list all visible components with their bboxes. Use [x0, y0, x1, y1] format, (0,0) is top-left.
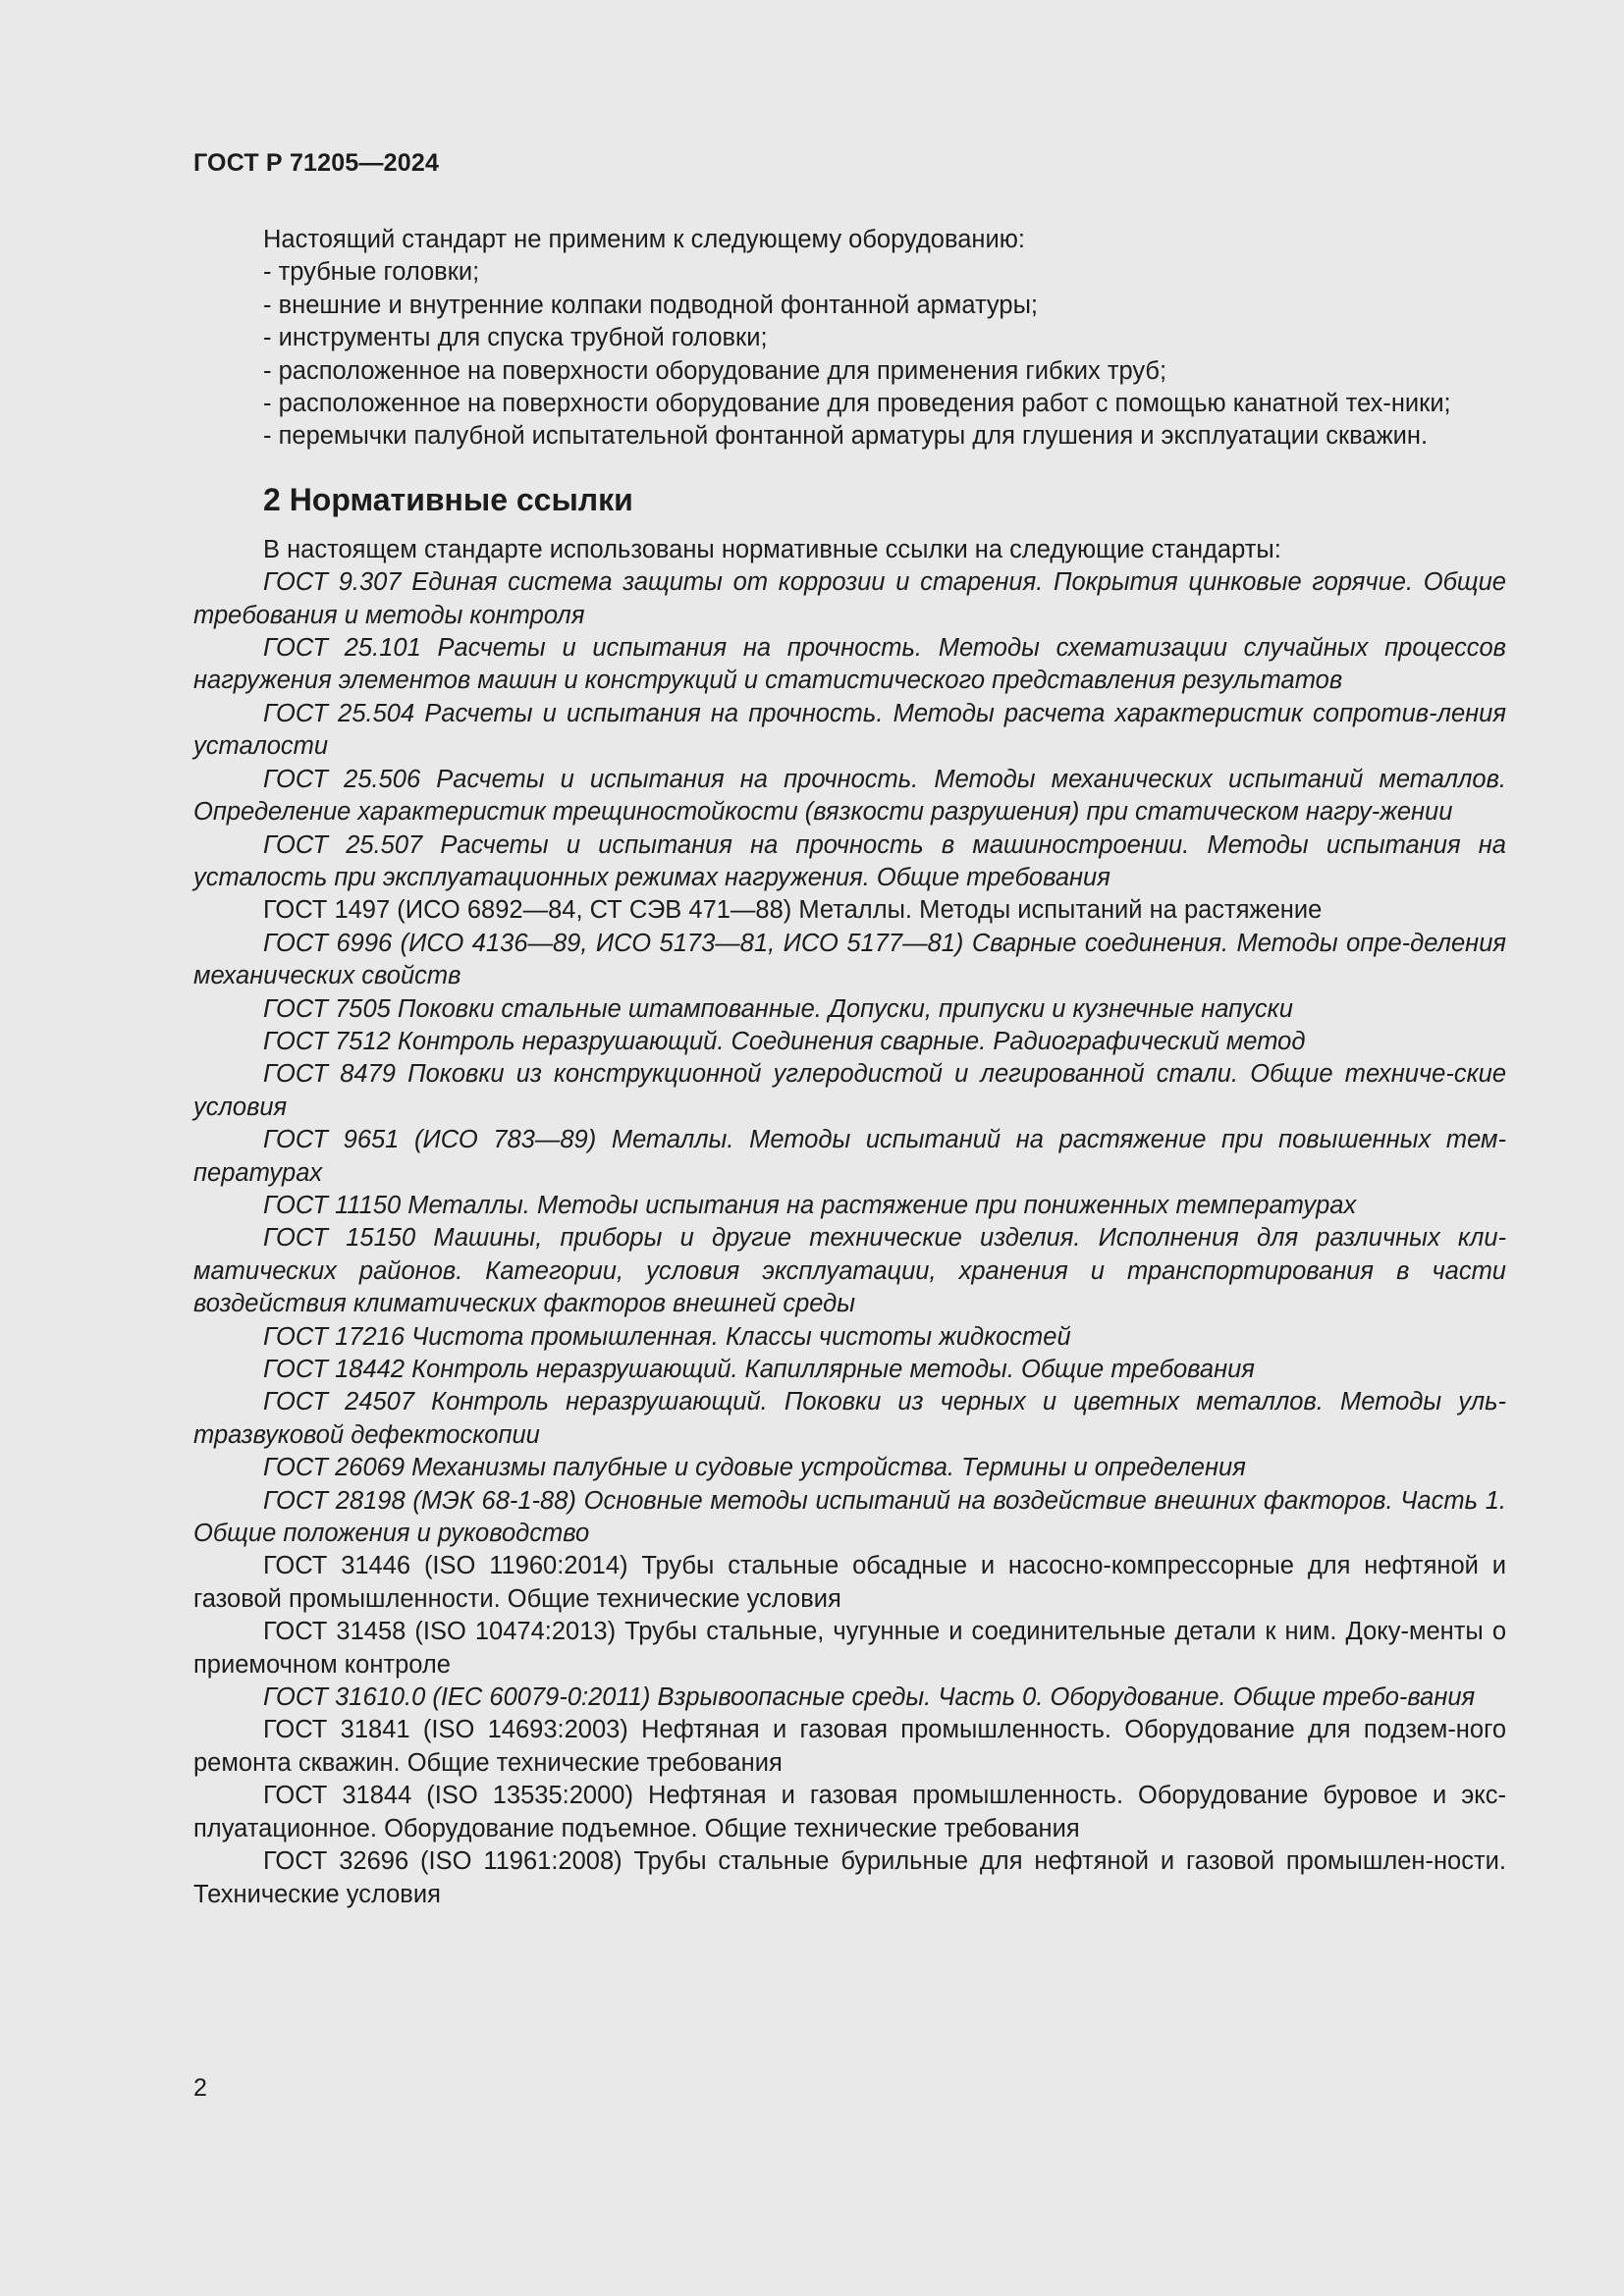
section-heading: 2 Нормативные ссылки — [263, 481, 633, 517]
scope-item: - внешние и внутренние колпаки подводной фонтанной арматуры; — [263, 291, 1038, 319]
scope-list — [193, 256, 1506, 453]
reference-entry: ГОСТ 18442 Контроль неразрушающий. Капиллярные методы. Общие требования — [263, 1356, 1255, 1383]
references-list — [193, 566, 1506, 1911]
reference-entry: ГОСТ 24507 Контроль неразрушающий. Поковки из черных и цветных металлов. Методы уль-тразвуковой дефектоскопии — [193, 1388, 1506, 1449]
references-intro: В настоящем стандарте использованы нормативные ссылки на следующие стандарты: — [263, 535, 1281, 563]
reference-entry: ГОСТ 31610.0 (IEC 60079-0:2011) Взрывоопасные среды. Часть 0. Оборудование. Общие требо-вания — [263, 1683, 1476, 1712]
page-number: 2 — [193, 2074, 207, 2102]
reference-entry: ГОСТ 25.101 Расчеты и испытания на прочность. Методы схематизации случайных процессов нагружения элементов машин и конструкций и статистического представления результатов — [193, 634, 1506, 695]
reference-entry: ГОСТ 1497 (ИСО 6892—84, СТ СЭВ 471—88) Металлы. Методы испытаний на растяжение — [263, 896, 1323, 925]
reference-entry: ГОСТ 28198 (МЭК 68-1-88) Основные методы испытаний на воздействие внешних факторов. Часть 1. Общие положения и руководство — [193, 1486, 1506, 1548]
scope-item: - расположенное на поверхности оборудование для применения гибких труб; — [263, 356, 1167, 385]
reference-entry: ГОСТ 32696 (ISO 11961:2008) Трубы стальные бурильные для нефтяной и газовой промышлен-ности. Технические условия — [193, 1847, 1506, 1908]
reference-entry: ГОСТ 25.506 Расчеты и испытания на прочность. Методы механических испытаний металлов. Определение характеристик трещиностойкости (вязкости разрушения) при статическом нагру-жении — [193, 765, 1506, 827]
scope-intro: Настоящий стандарт не применим к следующему оборудованию: — [263, 226, 1025, 253]
reference-entry: ГОСТ 25.507 Расчеты и испытания на прочность в машиностроении. Методы испытания на усталость при эксплуатационных режимах нагружения. Общие требования — [193, 830, 1506, 891]
page-body — [193, 224, 1506, 1911]
reference-entry: ГОСТ 7512 Контроль неразрушающий. Соединения сварные. Радиографический метод — [263, 1027, 1306, 1055]
scope-item: - перемычки палубной испытательной фонтанной арматуры для глушения и эксплуатации скважин. — [263, 422, 1429, 451]
scope-item: - расположенное на поверхности оборудование для проведения работ с помощью канатной тех-ники; — [263, 390, 1451, 418]
scope-item: - инструменты для спуска трубной головки; — [263, 324, 768, 352]
reference-entry: ГОСТ 31844 (ISO 13535:2000) Нефтяная и газовая промышленность. Оборудование буровое и экс-плуатационное. Оборудование подъемное. Общие технические требования — [193, 1782, 1506, 1842]
reference-entry: ГОСТ 9.307 Единая система защиты от коррозии и старения. Покрытия цинковые горячие. Общие требования и методы контроля — [193, 568, 1506, 629]
reference-entry: ГОСТ 8479 Поковки из конструкционной углеродистой и легированной стали. Общие техниче-ские условия — [193, 1060, 1506, 1121]
reference-entry: ГОСТ 31458 (ISO 10474:2013) Трубы стальные, чугунные и соединительные детали к ним. Доку-менты о приемочном контроле — [193, 1618, 1506, 1679]
reference-entry: ГОСТ 6996 (ИСО 4136—89, ИСО 5173—81, ИСО 5177—81) Сварные соединения. Методы опре-деления механических свойств — [193, 929, 1506, 990]
reference-entry: ГОСТ 31446 (ISO 11960:2014) Трубы стальные обсадные и насосно-компрессорные для нефтяной и газовой промышленности. Общие технические условия — [193, 1552, 1506, 1613]
reference-entry: ГОСТ 25.504 Расчеты и испытания на прочность. Методы расчета характеристик сопротив-ления усталости — [193, 699, 1506, 761]
reference-entry: ГОСТ 17216 Чистота промышленная. Классы чистоты жидкостей — [263, 1322, 1071, 1351]
reference-entry: ГОСТ 7505 Поковки стальные штампованные. Допуски, припуски и кузнечные напуски — [263, 994, 1293, 1023]
document-header: ГОСТ Р 71205—2024 — [193, 149, 440, 177]
scope-item: - трубные головки; — [263, 258, 480, 287]
reference-entry: ГОСТ 9651 (ИСО 783—89) Металлы. Методы испытаний на растяжение при повышенных тем-пературах — [193, 1126, 1506, 1187]
reference-entry: ГОСТ 26069 Механизмы палубные и судовые устройства. Термины и определения — [263, 1454, 1246, 1482]
reference-entry: ГОСТ 11150 Металлы. Методы испытания на растяжение при пониженных температурах — [263, 1191, 1357, 1219]
reference-entry: ГОСТ 15150 Машины, приборы и другие технические изделия. Исполнения для различных кли-матических районов. Категории, условия эксплуатации, хранения и транспортирования в части воздействия климатических факторов внешней среды — [193, 1224, 1506, 1318]
reference-entry: ГОСТ 31841 (ISO 14693:2003) Нефтяная и газовая промышленность. Оборудование для подзем-ного ремонта скважин. Общие технические требования — [193, 1716, 1506, 1777]
